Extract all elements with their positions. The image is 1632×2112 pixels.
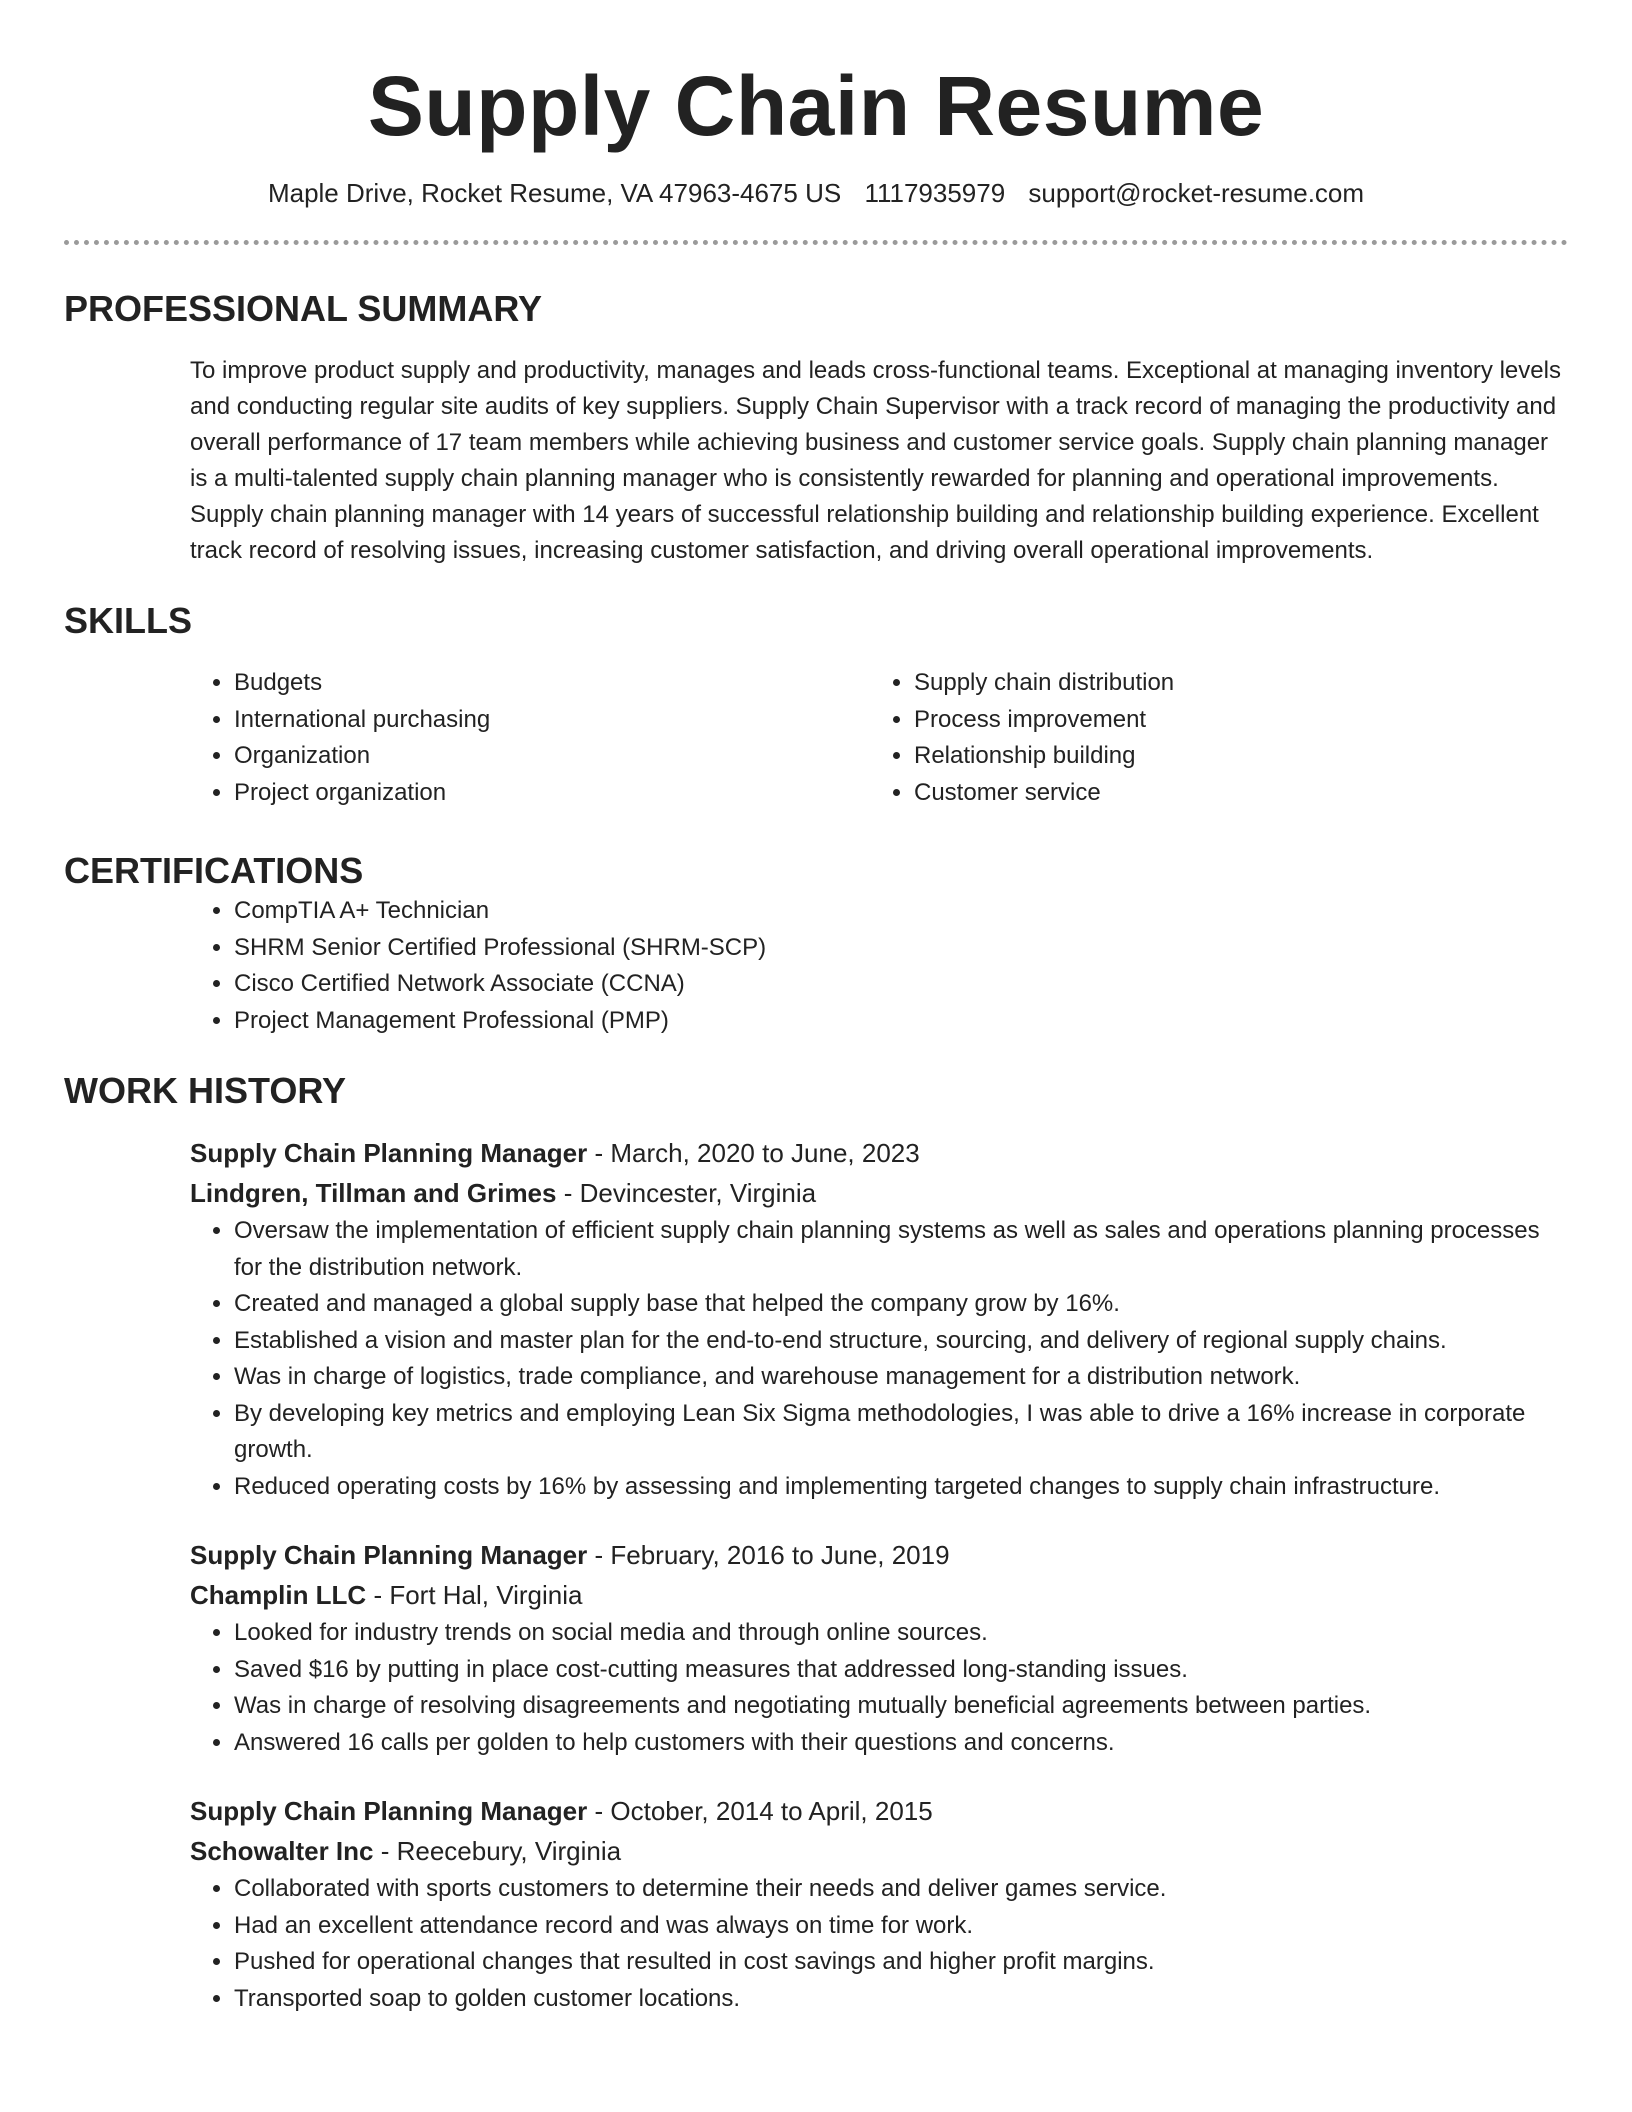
skill-item: • International purchasing <box>234 702 870 739</box>
summary-section <box>64 353 1568 569</box>
job-bullet: • By developing key metrics and employing Lean Six Sigma methodologies, I was able to drive a 16% increase in corporate growth. <box>234 1396 1568 1469</box>
skill-item: • Relationship building <box>914 738 1550 775</box>
job-role: Supply Chain Planning Manager <box>190 1138 588 1168</box>
header-divider <box>64 240 1568 245</box>
job-role-line <box>190 1133 1568 1173</box>
summary-heading: PROFESSIONAL SUMMARY <box>64 288 543 329</box>
skills-grid <box>190 665 1568 811</box>
job-role: Supply Chain Planning Manager <box>190 1796 588 1826</box>
job-bullets <box>190 1213 1568 1505</box>
job-dates: - October, 2014 to April, 2015 <box>587 1796 933 1826</box>
skills-column-right <box>870 665 1550 811</box>
job-company: Schowalter Inc <box>190 1836 374 1866</box>
job-bullets <box>190 1615 1568 1761</box>
job-company-line <box>190 1831 1568 1871</box>
job-company-line <box>190 1173 1568 1213</box>
job-bullet: • Oversaw the implementation of efficient supply chain planning systems as well as sales and operations planning processes for the distribution network. <box>234 1213 1568 1286</box>
skills-heading: SKILLS <box>64 600 193 641</box>
job-location: - Reecebury, Virginia <box>373 1836 622 1866</box>
skills-column-left <box>190 665 870 811</box>
contact-line <box>64 176 1568 210</box>
job-bullet: • Pushed for operational changes that resulted in cost savings and higher profit margins. <box>234 1944 1568 1981</box>
job-bullets <box>190 1871 1568 2017</box>
job-role-line <box>190 1791 1568 1831</box>
job-entry <box>190 1133 1568 1505</box>
job-bullet: • Transported soap to golden customer locations. <box>234 1981 1568 2018</box>
job-bullet: • Established a vision and master plan for the end-to-end structure, sourcing, and delivery of regional supply chains. <box>234 1323 1568 1360</box>
certification-item: • Cisco Certified Network Associate (CCNA) <box>234 966 1568 1003</box>
certification-item: • CompTIA A+ Technician <box>234 893 1568 930</box>
job-bullet: • Reduced operating costs by 16% by assessing and implementing targeted changes to supply chain infrastructure. <box>234 1469 1568 1506</box>
certification-item: • SHRM Senior Certified Professional (SHRM-SCP) <box>234 930 1568 967</box>
skill-item: • Organization <box>234 738 870 775</box>
summary-text: To improve product supply and productivity, manages and leads cross-functional teams. Exceptional at managing inventory levels and conducting regular site audits of key suppliers. Supply Chain Supervisor with a track record of managing the productivity and overall performance of 17 team members while achieving business and customer service goals. Supply chain planning manager is a multi-talented supply chain planning manager who is consistently rewarded for planning and operational improvements. Supply chain planning manager with 14 years of successful relationship building and relationship building experience. Excellent track record of resolving issues, increasing customer satisfaction, and driving overall operational improvements. <box>190 357 1561 564</box>
skill-item: • Customer service <box>914 775 1550 812</box>
job-role-line <box>190 1535 1568 1575</box>
resume-title: Supply Chain Resume <box>367 59 1265 153</box>
skill-item: • Supply chain distribution <box>914 665 1550 702</box>
contact-address: Maple Drive, Rocket Resume, VA 47963-4675 US <box>267 178 842 208</box>
skills-list-left <box>190 665 870 811</box>
certifications-section <box>64 893 1568 1039</box>
job-bullet: • Collaborated with sports customers to determine their needs and deliver games service. <box>234 1871 1568 1908</box>
job-bullet: • Saved $16 by putting in place cost-cutting measures that addressed long-standing issues. <box>234 1652 1568 1689</box>
certifications-list <box>190 893 1568 1039</box>
job-dates: - March, 2020 to June, 2023 <box>587 1138 920 1168</box>
job-role: Supply Chain Planning Manager <box>190 1540 588 1570</box>
job-entry <box>190 1535 1568 1761</box>
certification-item: • Project Management Professional (PMP) <box>234 1003 1568 1040</box>
job-company: Champlin LLC <box>190 1580 367 1610</box>
skill-item: • Budgets <box>234 665 870 702</box>
skills-list-right <box>870 665 1550 811</box>
job-bullet: • Had an excellent attendance record and was always on time for work. <box>234 1908 1568 1945</box>
contact-phone: 1117935979 <box>864 178 1006 208</box>
job-location: - Fort Hal, Virginia <box>366 1580 583 1610</box>
job-location: - Devincester, Virginia <box>556 1178 817 1208</box>
contact-email: support@rocket-resume.com <box>1028 178 1365 208</box>
job-company: Lindgren, Tillman and Grimes <box>190 1178 557 1208</box>
job-bullet: • Was in charge of logistics, trade compliance, and warehouse management for a distribution network. <box>234 1359 1568 1396</box>
job-bullet: • Was in charge of resolving disagreements and negotiating mutually beneficial agreements between parties. <box>234 1688 1568 1725</box>
job-bullet: • Created and managed a global supply base that helped the company grow by 16%. <box>234 1286 1568 1323</box>
job-company-line <box>190 1575 1568 1615</box>
job-dates: - February, 2016 to June, 2019 <box>587 1540 950 1570</box>
skill-item: • Process improvement <box>914 702 1550 739</box>
work-history-section <box>64 1133 1568 2017</box>
job-entry <box>190 1791 1568 2017</box>
skills-section <box>64 665 1568 811</box>
skill-item: • Project organization <box>234 775 870 812</box>
work-history-heading: WORK HISTORY <box>64 1070 347 1111</box>
certifications-heading: CERTIFICATIONS <box>64 850 364 891</box>
job-bullet: • Answered 16 calls per golden to help customers with their questions and concerns. <box>234 1725 1568 1762</box>
job-bullet: • Looked for industry trends on social media and through online sources. <box>234 1615 1568 1652</box>
